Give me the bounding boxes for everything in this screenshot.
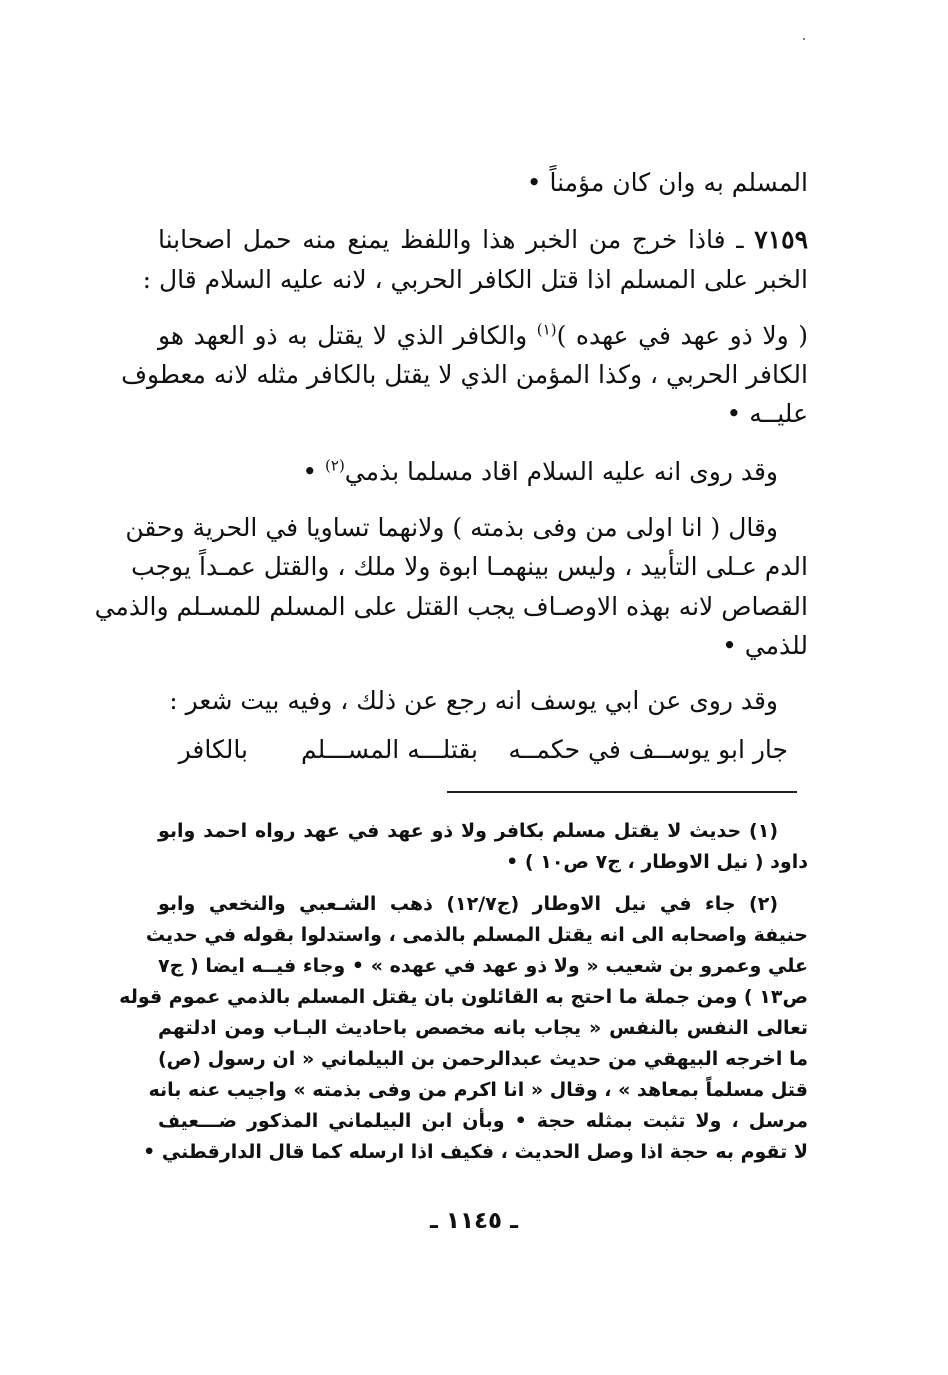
paragraph-dash: ـ xyxy=(736,225,744,254)
main-line-2 xyxy=(158,222,808,258)
main-line-1: المسلم به وان كان مؤمناً • xyxy=(526,168,808,197)
footnote-2-line-6: ما اخرجه البيهقي من حديث عبدالرحمن بن البيلماني « ان رسول (ص) xyxy=(158,1048,808,1070)
footnote-2-line-1: (٢) جاء في نيل الاوطار (ج١٢/٧) ذهب الشـعبي والنخعي وابو xyxy=(158,893,778,915)
hadith-quote: ( ولا ذو عهد في عهده ) xyxy=(556,321,808,350)
verse-part-2: بقتلـــه المســـلم xyxy=(301,735,478,764)
footnote-2-line-4: ص١٣ ) ومن جملة ما احتج به القائلون بان يقتل المسلم بالذمي عموم قوله xyxy=(119,986,808,1008)
main-line-7-end: • xyxy=(302,457,318,486)
poem-verse xyxy=(168,732,788,768)
main-line-7 xyxy=(128,454,778,490)
footnote-2-line-8: مرسل ، ولا تثبت بمثله حجة • وبأن ابن البيلماني المذكور ضـــعيف xyxy=(158,1110,808,1132)
footnote-divider xyxy=(447,791,797,793)
main-line-11: للذمي • xyxy=(722,631,808,660)
main-line-4-rest: والكافر الذي لا يقتل به ذو العهد هو xyxy=(158,321,528,350)
scan-speck xyxy=(803,38,805,40)
main-line-6: عليــه • xyxy=(726,399,808,428)
footnote-2-line-7: قتل مسلماً بمعاهد » ، وقال « انا اكرم من وفى بذمته » واجيب عنه بانه xyxy=(148,1079,808,1101)
main-line-12: وقد روى عن ابي يوسف انه رجع عن ذلك ، وفيه بيت شعر : xyxy=(169,686,778,715)
verse-part-3: بالكافر xyxy=(178,735,248,764)
footnote-2-line-9: لا تقوم به حجة اذا وصل الحديث ، فكيف اذا ارسله كما قال الدارقطني • xyxy=(143,1141,808,1163)
footnote-1-line-2: داود ( نيل الاوطار ، ج٧ ص١٠ ) • xyxy=(506,851,808,873)
main-line-9: الدم عـلى التأبيد ، وليس بينهمـا ابوة ولا ملك ، والقتل عمـداً يوجب xyxy=(131,552,808,581)
main-line-3: الخبر على المسلم اذا قتل الكافر الحربي ، لانه عليه السلام قال : xyxy=(142,265,808,294)
main-line-5: الكافر الحربي ، وكذا المؤمن الذي لا يقتل بالكافر مثله لانه معطوف xyxy=(121,360,808,389)
footnote-2-line-5: تعالى النفس بالنفس « يجاب بانه مخصص باحاديث البـاب ومن ادلتهم xyxy=(158,1017,808,1039)
footnote-2-line-3: علي وعمرو بن شعيب « ولا ذو عهد في عهده » • وجاء فيــه ايضا ( ج٧ xyxy=(158,955,808,977)
main-line-2-text: فاذا خرج من الخبر هذا واللفظ يمنع منه حمل اصحابنا xyxy=(158,225,726,254)
page-number: ـ ١١٤٥ ـ xyxy=(430,1208,518,1234)
main-line-8: وقال ( انا اولى من وفى بذمته ) ولانهما تساويا في الحرية وحقن xyxy=(125,513,778,542)
footnote-ref-2: (٢) xyxy=(325,456,345,475)
paragraph-number: ٧١٥٩ xyxy=(754,225,809,254)
footnote-1-line-1: (١) حديث لا يقتل مسلم بكافر ولا ذو عهد في عهد رواه احمد وابو xyxy=(158,820,778,842)
main-line-4 xyxy=(158,318,808,354)
main-line-7-text: وقد روى انه عليه السلام اقاد مسلما بذمي xyxy=(344,457,778,486)
main-line-10: القصاص لانه بهذه الاوصـاف يجب القتل على المسلم للمسـلم والذمي xyxy=(94,592,808,621)
footnote-ref-1: (١) xyxy=(536,320,557,339)
footnote-2-line-2: حنيفة واصحابه الى انه يقتل المسلم بالذمى ، واستدلوا بقوله في حديث xyxy=(145,924,808,946)
verse-part-1: جار ابو يوســف في حكمــه xyxy=(508,735,788,764)
